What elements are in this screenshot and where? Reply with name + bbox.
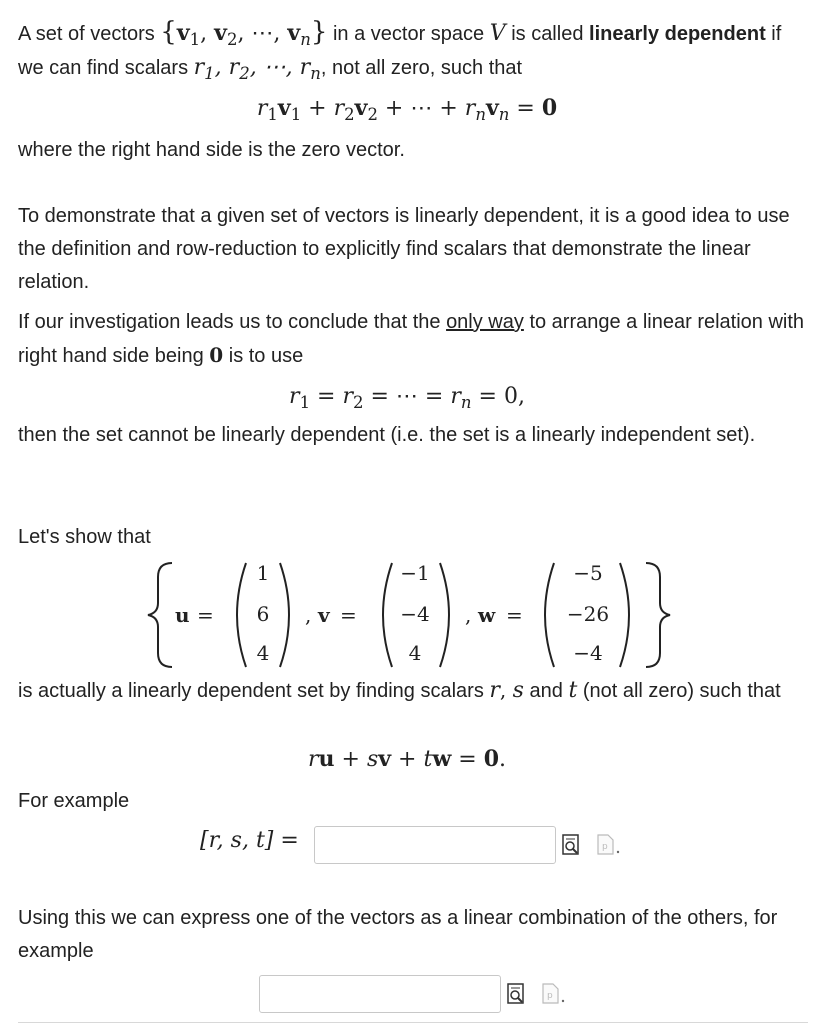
- investigation-paragraph: [18, 306, 808, 373]
- w-entry-3: −4: [573, 641, 603, 665]
- svg-text:=: =: [506, 603, 523, 627]
- right-brace: [646, 563, 670, 667]
- text: is called: [511, 23, 584, 45]
- lets-show-text: Let's show that: [18, 526, 151, 548]
- u-right-paren: [280, 563, 289, 667]
- space-symbol: V: [489, 21, 506, 46]
- rst-label: [r, s, t] =: [200, 828, 299, 853]
- text: and: [529, 680, 563, 702]
- only-way-link[interactable]: only way: [446, 311, 524, 333]
- text: is actually a linearly dependent set by finding scalars: [18, 680, 484, 702]
- help-file-icon[interactable]: [596, 834, 622, 856]
- text: if we can find scalars: [18, 23, 782, 79]
- text: in a vector space: [332, 23, 485, 45]
- bold-term: linearly dependent: [589, 23, 766, 45]
- svg-text:p: p: [602, 842, 608, 852]
- v-entry-2: −4: [400, 602, 430, 626]
- svg-text:=: =: [340, 603, 357, 627]
- svg-text:,: ,: [465, 603, 472, 627]
- w-entry-1: −5: [573, 561, 603, 585]
- linear-combination-paragraph: Using this we can express one of the vectors as a linear combination of the others, for example: [18, 907, 778, 962]
- u-left-paren: [237, 563, 246, 667]
- independence-paragraph: then the set cannot be linearly dependent (i.e. the set is a linearly independent set).: [18, 424, 756, 446]
- vector-set-display: [0, 555, 814, 675]
- demonstration-paragraph: To demonstrate that a given set of vectors is linearly dependent, it is a good idea to use the definition and row-reduction to explicitly find scalars that demonstrate the linear relation.: [18, 205, 790, 293]
- scalars-math: $r_1$, $r_2$, ⋯, $r_n$: [193, 55, 321, 83]
- text: is to use: [228, 345, 304, 367]
- w-right-paren: [620, 563, 629, 667]
- text: If our investigation leads us to conclude that the: [18, 311, 441, 333]
- v-entry-3: 4: [408, 641, 422, 665]
- w-left-paren: [545, 563, 554, 667]
- vector-set-math: {$v_1$, $v_2$, ⋯, $v_n$}: [160, 17, 328, 49]
- w-entry-2: −26: [566, 602, 610, 626]
- u-entry-1: 1: [256, 561, 270, 585]
- rst-answer-input[interactable]: [314, 826, 556, 864]
- definition-paragraph: [18, 16, 808, 85]
- preview-icon[interactable]: [507, 983, 525, 1005]
- r-symbol: r: [489, 678, 500, 703]
- target-equation: ru + sv + tw = 0.: [308, 746, 506, 772]
- bottom-divider: [18, 1022, 808, 1023]
- u-entry-3: 4: [256, 641, 270, 665]
- svg-text:=: =: [197, 603, 214, 627]
- zero-vector-note: where the right hand side is the zero vector.: [18, 139, 405, 161]
- v-left-paren: [383, 563, 392, 667]
- preview-icon[interactable]: [562, 834, 580, 856]
- s-symbol: s: [512, 678, 524, 703]
- u-entry-2: 6: [256, 602, 270, 626]
- svg-text:p: p: [547, 991, 553, 1001]
- for-example-text: For example: [18, 790, 130, 812]
- help-file-icon[interactable]: [541, 983, 567, 1005]
- v-label: v: [318, 603, 330, 627]
- linear-combination-input[interactable]: [259, 975, 501, 1013]
- v-entry-1: −1: [400, 561, 430, 585]
- linear-combination-equation: $r_1v_1 + r_2v_2$ + ⋯ + $r_nv_n = 0$: [256, 95, 558, 124]
- text: A set of vectors: [18, 23, 155, 45]
- text: to arrange a linear relation with right hand side being: [18, 311, 805, 367]
- w-label: w: [478, 603, 496, 627]
- v-right-paren: [440, 563, 449, 667]
- zero-symbol: 0: [209, 343, 224, 367]
- dependent-set-paragraph: is actually a linearly dependent set by finding scalars r, s and t (not all zero) such that: [18, 678, 781, 703]
- text: , not all zero, such that: [320, 57, 523, 79]
- svg-text:,: ,: [305, 603, 312, 627]
- t-symbol: t: [568, 678, 578, 703]
- text: (not all zero) such that: [582, 680, 781, 702]
- trivial-solution-equation: $r_1 = r_2$ = ⋯ = $r_n = 0$,: [289, 384, 525, 412]
- u-label: u: [175, 603, 190, 627]
- left-brace: [148, 563, 172, 667]
